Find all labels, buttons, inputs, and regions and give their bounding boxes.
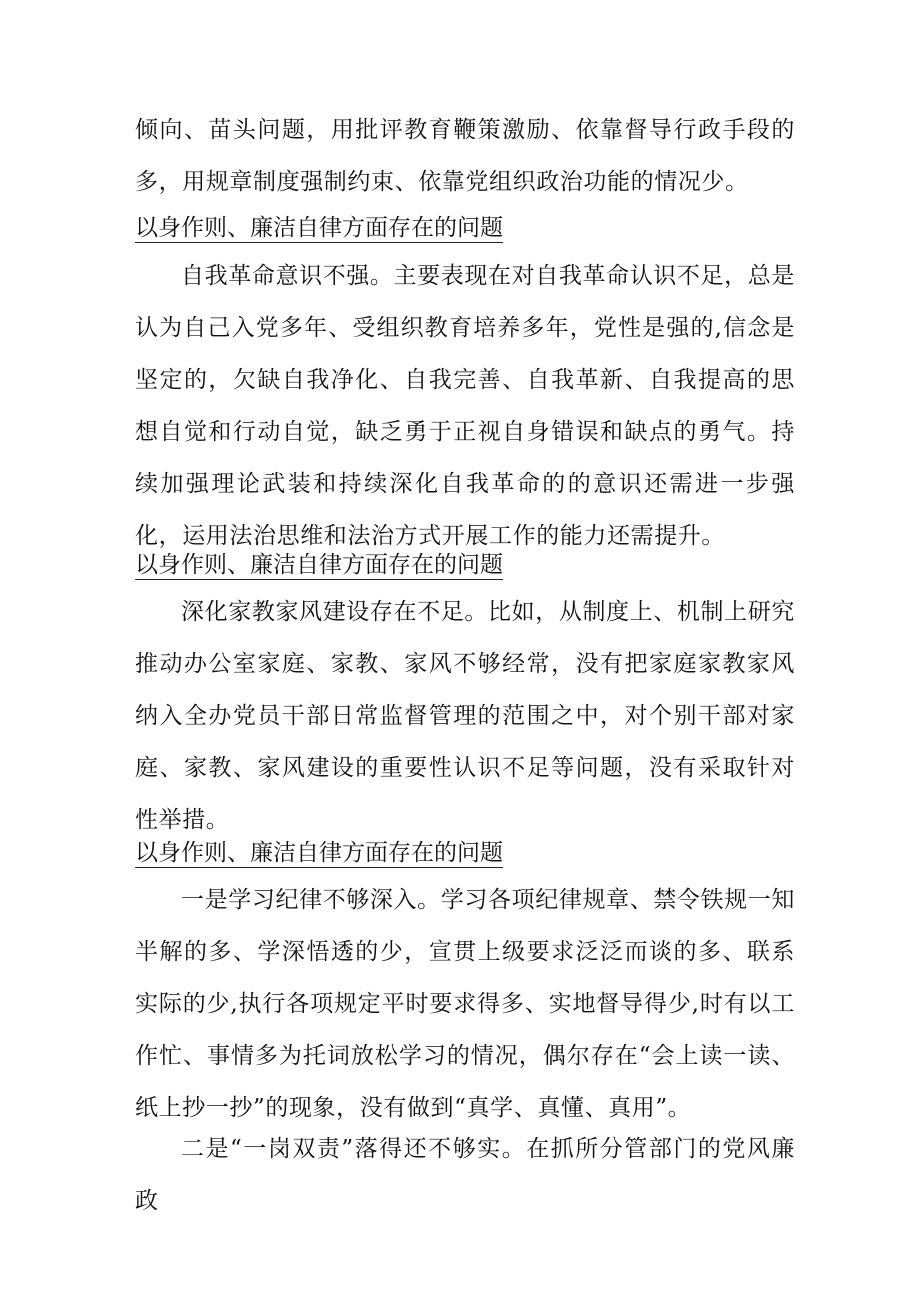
section-heading-text: 以身作则、廉洁自律方面存在的问题 (135, 840, 503, 866)
section-heading (135, 550, 655, 580)
section-heading (135, 838, 655, 868)
paragraph-family-style: 深化家教家风建设存在不足。比如，从制度上、机制上研究推动办公室家庭、家教、家风不够经常，没有把家庭家教家风纳入全办党员干部日常监督管理的范围之中，对个别干部对家庭、家教、家风建设的重要性认识不足等问题，没有采取针对性举措。 (135, 599, 795, 833)
paragraph-dual-responsibility: 二是“一岗双责”落得还不够实。在抓所分管部门的党风廉政 (135, 1136, 795, 1214)
paragraph-continuation: 倾向、苗头问题，用批评教育鞭策激励、依靠督导行政手段的多，用规章制度强制约束、依靠党组织政治功能的情况少。 (135, 117, 795, 195)
paragraph-self-revolution: 自我革命意识不强。主要表现在对自我革命认识不足，总是认为自己入党多年、受组织教育培养多年，党性是强的,信念是坚定的，欠缺自我净化、自我完善、自我革新、自我提高的思想自觉和行动自觉，缺乏勇于正视自身错误和缺点的勇气。持续加强理论武装和持续深化自我革命的的意识还需进一步强化，运用法治思维和法治方式开展工作的能力还需提升。 (135, 263, 795, 549)
section-heading-text: 以身作则、廉洁自律方面存在的问题 (135, 215, 503, 241)
section-heading (135, 213, 655, 243)
section-heading-text: 以身作则、廉洁自律方面存在的问题 (135, 552, 503, 578)
paragraph-discipline-study: 一是学习纪律不够深入。学习各项纪律规章、禁令铁规一知半解的多、学深悟透的少，宣贯上级要求泛泛而谈的多、联系实际的少,执行各项规定平时要求得多、实地督导得少,时有以工作忙、事情多为托词放松学习的情况，偶尔存在“会上读一读、纸上抄一抄”的现象，没有做到“真学、真懂、真用”。 (135, 887, 795, 1121)
